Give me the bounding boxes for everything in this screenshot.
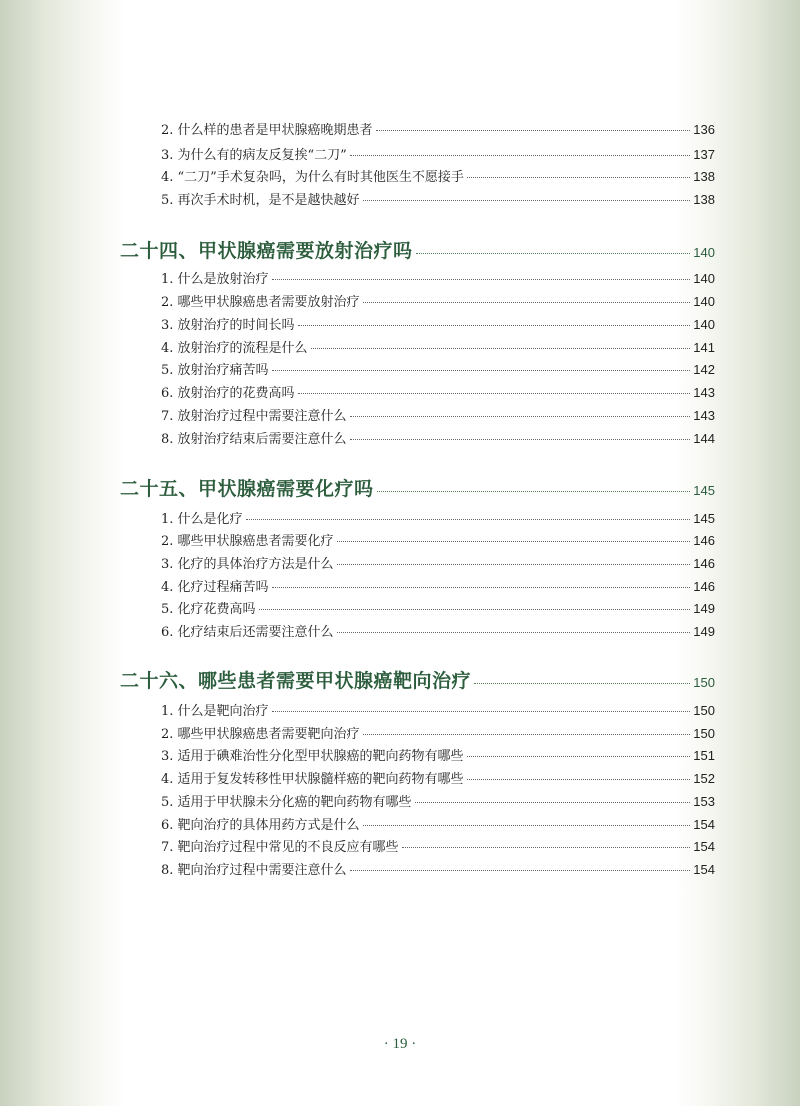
leader-dots xyxy=(350,870,691,871)
leader-dots xyxy=(363,825,691,826)
leader-dots xyxy=(467,756,691,757)
toc-item[interactable] xyxy=(161,837,715,857)
toc-item-page: 152 xyxy=(693,771,715,786)
leader-dots xyxy=(246,519,691,520)
toc-item[interactable] xyxy=(161,167,715,187)
toc-item-label: 7. 靶向治疗过程中常见的不良反应有哪些 xyxy=(161,840,399,855)
toc-item[interactable] xyxy=(161,701,715,721)
toc-item-page: 144 xyxy=(693,431,715,446)
toc-item[interactable] xyxy=(161,406,715,426)
toc-item-label: 3. 为什么有的病友反复挨“二刀” xyxy=(161,148,347,163)
toc-item[interactable] xyxy=(161,815,715,835)
toc-item-label: 1. 什么是靶向治疗 xyxy=(161,704,269,719)
toc-item-page: 145 xyxy=(693,511,715,526)
toc-item-label: 5. 放射治疗痛苦吗 xyxy=(161,363,269,378)
toc-item[interactable] xyxy=(161,509,715,529)
toc-item-page: 150 xyxy=(693,726,715,741)
toc-item-label: 2. 哪些甲状腺癌患者需要放射治疗 xyxy=(161,295,360,310)
toc-item[interactable] xyxy=(161,577,715,597)
toc-item-label: 5. 再次手术时机，是不是越快越好 xyxy=(161,193,360,208)
leader-dots xyxy=(416,253,691,254)
toc-item-label: 6. 放射治疗的花费高吗 xyxy=(161,386,295,401)
toc-item[interactable] xyxy=(161,383,715,403)
leader-dots xyxy=(363,734,691,735)
toc-item-page: 137 xyxy=(693,147,715,162)
toc-item[interactable] xyxy=(161,269,715,289)
toc-item-page: 154 xyxy=(693,817,715,832)
toc-item-page: 138 xyxy=(693,192,715,207)
toc-item[interactable] xyxy=(161,429,715,449)
leader-dots xyxy=(350,416,691,417)
toc-item-page: 143 xyxy=(693,385,715,400)
toc-item-page: 143 xyxy=(693,408,715,423)
leader-dots xyxy=(337,564,691,565)
leader-dots xyxy=(474,683,690,684)
toc-item-label: 5. 化疗花费高吗 xyxy=(161,602,256,617)
toc-item-label: 8. 靶向治疗过程中需要注意什么 xyxy=(161,863,347,878)
toc-item-label: 4. 放射治疗的流程是什么 xyxy=(161,341,308,356)
section-title: 二十六、哪些患者需要甲状腺癌靶向治疗 xyxy=(120,670,472,692)
toc-item-page: 149 xyxy=(693,601,715,616)
leader-dots xyxy=(376,130,691,131)
leader-dots xyxy=(272,711,691,712)
toc-item-label: 7. 放射治疗过程中需要注意什么 xyxy=(161,409,347,424)
toc-section-heading[interactable] xyxy=(120,474,715,504)
toc-item[interactable] xyxy=(161,860,715,880)
section-page: 145 xyxy=(693,483,715,498)
toc-item-label: 2. 哪些甲状腺癌患者需要化疗 xyxy=(161,534,334,549)
toc-item[interactable] xyxy=(161,622,715,642)
toc-section-heading[interactable] xyxy=(120,666,715,696)
toc-item-label: 4. “二刀”手术复杂吗，为什么有时其他医生不愿接手 xyxy=(161,170,464,185)
toc-item-page: 146 xyxy=(693,579,715,594)
toc-item-page: 154 xyxy=(693,862,715,877)
toc-item-label: 6. 化疗结束后还需要注意什么 xyxy=(161,625,334,640)
leader-dots xyxy=(311,348,691,349)
toc-item[interactable] xyxy=(161,338,715,358)
toc-item-label: 1. 什么是放射治疗 xyxy=(161,272,269,287)
leader-dots xyxy=(350,439,691,440)
toc-item-label: 2. 哪些甲状腺癌患者需要靶向治疗 xyxy=(161,727,360,742)
leader-dots xyxy=(337,632,691,633)
leader-dots xyxy=(467,177,690,178)
toc-item-page: 149 xyxy=(693,624,715,639)
toc-item-label: 3. 化疗的具体治疗方法是什么 xyxy=(161,557,334,572)
toc-item[interactable] xyxy=(161,145,715,165)
toc-item-label: 2. 什么样的患者是甲状腺癌晚期患者 xyxy=(161,123,373,138)
toc-item-page: 136 xyxy=(693,122,715,137)
toc-item[interactable] xyxy=(161,746,715,766)
leader-dots xyxy=(298,393,691,394)
toc-item-page: 138 xyxy=(693,169,715,184)
toc-item-page: 140 xyxy=(693,294,715,309)
toc-item[interactable] xyxy=(161,599,715,619)
toc-item-label: 8. 放射治疗结束后需要注意什么 xyxy=(161,432,347,447)
section-page: 150 xyxy=(693,675,715,690)
section-title: 二十四、甲状腺癌需要放射治疗吗 xyxy=(120,240,413,262)
toc-item[interactable] xyxy=(161,792,715,812)
toc-item-label: 6. 靶向治疗的具体用药方式是什么 xyxy=(161,818,360,833)
toc-item[interactable] xyxy=(161,554,715,574)
toc-item-label: 1. 什么是化疗 xyxy=(161,512,243,527)
toc-item-page: 150 xyxy=(693,703,715,718)
toc-item-label: 3. 放射治疗的时间长吗 xyxy=(161,318,295,333)
toc-item[interactable] xyxy=(161,360,715,380)
leader-dots xyxy=(350,155,690,156)
toc-item-label: 4. 化疗过程痛苦吗 xyxy=(161,580,269,595)
toc-item[interactable] xyxy=(161,315,715,335)
toc-item[interactable] xyxy=(161,120,715,140)
toc-item-page: 140 xyxy=(693,317,715,332)
toc-item-page: 153 xyxy=(693,794,715,809)
leader-dots xyxy=(259,609,691,610)
toc-section-heading[interactable] xyxy=(120,236,715,266)
toc-item[interactable] xyxy=(161,531,715,551)
section-page: 140 xyxy=(693,245,715,260)
leader-dots xyxy=(402,847,691,848)
toc-item-page: 142 xyxy=(693,362,715,377)
leader-dots xyxy=(415,802,691,803)
leader-dots xyxy=(363,200,691,201)
toc-item[interactable] xyxy=(161,190,715,210)
toc-item-page: 151 xyxy=(693,748,715,763)
toc-item[interactable] xyxy=(161,724,715,744)
toc-item-page: 141 xyxy=(693,340,715,355)
leader-dots xyxy=(298,325,691,326)
leader-dots xyxy=(272,370,691,371)
toc-item-page: 154 xyxy=(693,839,715,854)
leader-dots xyxy=(272,587,691,588)
toc-item-label: 5. 适用于甲状腺未分化癌的靶向药物有哪些 xyxy=(161,795,412,810)
leader-dots xyxy=(272,279,691,280)
section-title: 二十五、甲状腺癌需要化疗吗 xyxy=(120,478,374,500)
toc-item-page: 140 xyxy=(693,271,715,286)
toc-item[interactable] xyxy=(161,292,715,312)
leader-dots xyxy=(377,491,691,492)
leader-dots xyxy=(467,779,691,780)
toc-item-label: 3. 适用于碘难治性分化型甲状腺癌的靶向药物有哪些 xyxy=(161,749,464,764)
toc-item[interactable] xyxy=(161,769,715,789)
leader-dots xyxy=(363,302,691,303)
toc-item-page: 146 xyxy=(693,533,715,548)
toc-item-label: 4. 适用于复发转移性甲状腺髓样癌的靶向药物有哪些 xyxy=(161,772,464,787)
page-number: · 19 · xyxy=(383,1036,417,1052)
leader-dots xyxy=(337,541,691,542)
toc-item-page: 146 xyxy=(693,556,715,571)
